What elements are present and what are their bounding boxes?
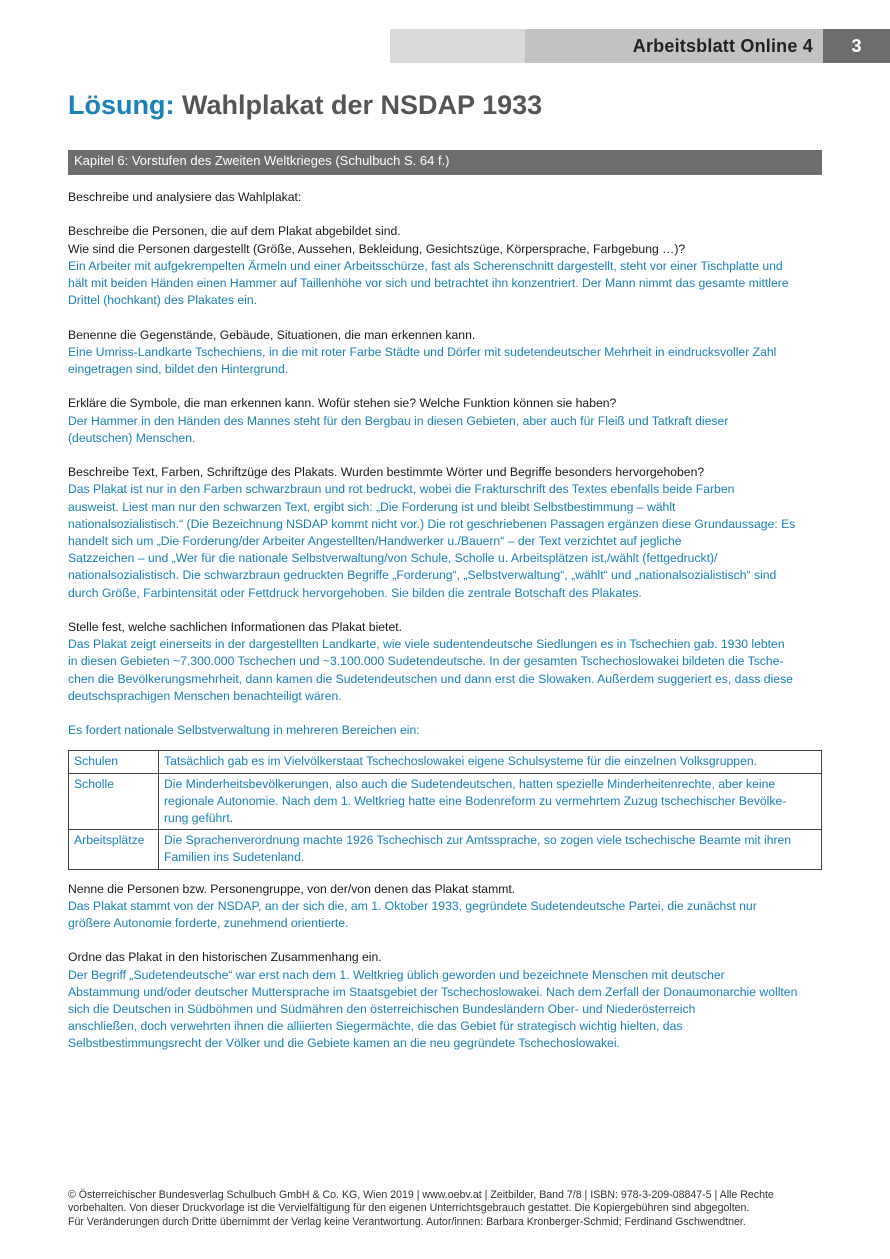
- worksheet-content: [68, 189, 828, 1053]
- table-description-line: rung geführt.: [164, 811, 234, 826]
- question-3: Erkläre die Symbole, die man erkennen kann. Wofür stehen sie? Welche Funktion können sie haben?: [68, 396, 617, 411]
- answer-3-line: (deutschen) Menschen.: [68, 430, 196, 445]
- answer-5-intro-table: Es fordert nationale Selbstverwaltung in mehreren Bereichen ein:: [68, 723, 420, 738]
- answer-2-line: Eine Umriss-Landkarte Tschechiens, in die mit roter Farbe Städte und Dörfer mit sudetendeutscher Mehrheit in eindrucksvoller Zahl: [68, 344, 777, 359]
- header-decor: [390, 29, 525, 63]
- question-1b: Wie sind die Personen dargestellt (Größe, Aussehen, Bekleidung, Gesichtszüge, Körpersprache, Farbgebung …)?: [68, 241, 686, 256]
- answer-5-line: chen die Bevölkerungsmehrheit, dann kamen die Sudetendeutschen und dann erst die Slowaken. Außerdem suggeriert es, dass diese: [68, 671, 793, 686]
- answer-1-line: hält mit beiden Händen einen Hammer auf Taillenhöhe vor sich und betrachtet ihn konzentriert. Der Mann nimmt das gesamte mittlere: [68, 276, 789, 290]
- table-row: [69, 830, 822, 869]
- answer-4-line: ausweist. Liest man nur den schwarzen Text, ergibt sich: „Die Forderung ist und bleibt Selbstbestimmung – wählt: [68, 499, 676, 514]
- answer-7-line: anschließen, doch verwehrten ihnen die alliierten Siegermächte, die das Gebiet für strategisch wichtig hielten, das: [68, 1019, 683, 1034]
- answer-6-line: Das Plakat stammt von der NSDAP, an der sich die, am 1. Oktober 1933, gegründete Sudetendeutsche Partei, die zunächst nur: [68, 898, 757, 913]
- table-description-line: Die Sprachenverordnung machte 1926 Tschechisch zur Amtssprache, so zogen viele tschechische Beamte mit ihren: [164, 833, 792, 848]
- question-7: Ordne das Plakat in den historischen Zusammenhang ein.: [68, 950, 382, 965]
- answer-4-line: nationalsozialistisch. Die schwarzbraun gedruckten Begriffe „Forderung“, „Selbstverwaltung“, „wählt“ und „nationalsozialistisch“ sind: [68, 568, 777, 583]
- answer-1-line: Drittel (hochkant) des Plakates ein.: [68, 293, 257, 308]
- question-2: Benenne die Gegenstände, Gebäude, Situationen, die man erkennen kann.: [68, 327, 476, 342]
- answer-4-line: nationalsozialistisch.“ (Die Bezeichnung NSDAP kommt nicht vor.) Die rot geschriebenen Passagen ergänzen diese Grundaussage: Es: [68, 516, 796, 531]
- answer-6-line: größere Autonomie forderte, zunehmend orientierte.: [68, 916, 349, 931]
- page-title-accent: Lösung:: [68, 90, 175, 120]
- answer-4-line: durch Größe, Farbintensität oder Fettdruck hervorgehoben. Sie bilden die zentrale Botschaft des Plakates.: [68, 585, 642, 600]
- table-description-line: Die Minderheitsbevölkerungen, also auch die Sudetendeutschen, hatten spezielle Minderheitenrechte, aber keine: [164, 776, 776, 791]
- self-governance-table: [68, 750, 822, 869]
- page-number: 3: [823, 29, 890, 63]
- table-description: [159, 773, 822, 830]
- table-row: [69, 751, 822, 773]
- page-title: [68, 90, 542, 121]
- answer-5-line: deutschsprachigen Menschen benachteiligt wären.: [68, 688, 342, 703]
- answer-4-line: Das Plakat ist nur in den Farben schwarzbraun und rot bedruckt, wobei die Frakturschrift des Textes ebenfalls beide Farben: [68, 482, 735, 497]
- header-bar: [390, 29, 890, 63]
- answer-7-line: Selbstbestimmungsrecht der Völker und die Gebiete kamen an die neu gegründete Tschechoslowakei.: [68, 1036, 620, 1051]
- table-description-line: Familien ins Sudetenland.: [164, 850, 305, 865]
- page-title-text: Wahlplakat der NSDAP 1933: [182, 90, 543, 120]
- answer-2-line: eingetragen sind, bildet den Hintergrund.: [68, 362, 289, 376]
- question-4: Beschreibe Text, Farben, Schriftzüge des Plakats. Wurden bestimmte Wörter und Begriffe besonders hervorgehoben?: [68, 465, 705, 480]
- table-description-line: Tatsächlich gab es im Vielvölkerstaat Tschechoslowakei eigene Schulsysteme für die einzelnen Volksgruppen.: [164, 754, 758, 769]
- answer-1-line: Ein Arbeiter mit aufgekrempelten Ärmeln und einer Arbeitsschürze, fast als Scherenschnitt dargestellt, steht vor einer Tischplatte und: [68, 258, 783, 273]
- copyright-footer: [68, 1189, 828, 1229]
- answer-4-line: handelt sich um „Die Forderung/der Arbeiter Angestellten/Handwerker u./Bauern“ – der Text verzichtet auf jegliche: [68, 534, 682, 548]
- answer-3-line: Der Hammer in den Händen des Mannes steht für den Bergbau in diesen Gebieten, aber auch für Fleiß und Tatkraft dieser: [68, 413, 729, 428]
- table-term: Schulen: [69, 751, 159, 773]
- footer-line: Für Veränderungen durch Dritte übernimmt der Verlag keine Verantwortung. Autor/innen: Barbara Kronberger-Schmid; Ferdinand Gschwendtner.: [68, 1215, 746, 1228]
- intro-text: Beschreibe und analysiere das Wahlplakat:: [68, 190, 302, 204]
- chapter-heading: Kapitel 6: Vorstufen des Zweiten Weltkrieges (Schulbuch S. 64 f.): [68, 150, 822, 175]
- answer-5-line: Das Plakat zeigt einerseits in der dargestellten Landkarte, wie viele sudentendeutsche Siedlungen es in Tschechien gab. 1930 lebten: [68, 637, 785, 652]
- answer-7-line: Abstammung und/oder deutscher Muttersprache im Staatsgebiet der Tschechoslowakei. Nach dem Zerfall der Donaumonarchie wollten: [68, 984, 798, 999]
- answer-4-line: Satzzeichen – und „Wer für die nationale Selbstverwaltung/von Schule, Scholle u. Arbeitsplätzen ist,/wählt (fettgedruckt)/: [68, 551, 718, 566]
- question-6: Nenne die Personen bzw. Personengruppe, von der/von denen das Plakat stammt.: [68, 881, 516, 896]
- answer-7-line: sich die Deutschen in Südböhmen und Südmähren den österreichischen Bundesländern Ober- und Niederösterreich: [68, 1002, 696, 1017]
- question-5: Stelle fest, welche sachlichen Informationen das Plakat bietet.: [68, 620, 402, 634]
- table-row: [69, 773, 822, 830]
- header-title-box: [525, 29, 823, 63]
- answer-5-line: in diesen Gebieten ~7.300.000 Tschechen und ~3.100.000 Sudetendeutsche. In der gesamten Tschechoslowakei bildeten die Tsche-: [68, 654, 784, 669]
- table-description: [159, 751, 822, 773]
- question-1a: Beschreibe die Personen, die auf dem Plakat abgebildet sind.: [68, 224, 401, 239]
- table-description-line: regionale Autonomie. Nach dem 1. Weltkrieg hatte eine Bodenreform zu vermehrtem Zuzug tschechischer Bevölke-: [164, 793, 787, 808]
- answer-7-line: Der Begriff „Sudetendeutsche“ war erst nach dem 1. Weltkrieg üblich geworden und bezeichnete Menschen mit deutscher: [68, 967, 725, 982]
- table-term: Arbeitsplätze: [69, 830, 159, 869]
- table-term: Scholle: [69, 773, 159, 830]
- table-description: [159, 830, 822, 869]
- footer-line: © Österreichischer Bundesverlag Schulbuch GmbH & Co. KG, Wien 2019 | www.oebv.at | Zeitbilder, Band 7/8 | ISBN: 978-3-209-08847-5 | Alle Rechte: [68, 1189, 774, 1201]
- footer-line: vorbehalten. Von dieser Druckvorlage ist die Vervielfältigung für den eigenen Unterrichtsgebrauch gestattet. Die Kopiergebühren sind abgegolten.: [68, 1202, 750, 1215]
- worksheet-title: Arbeitsblatt Online 4: [632, 35, 813, 56]
